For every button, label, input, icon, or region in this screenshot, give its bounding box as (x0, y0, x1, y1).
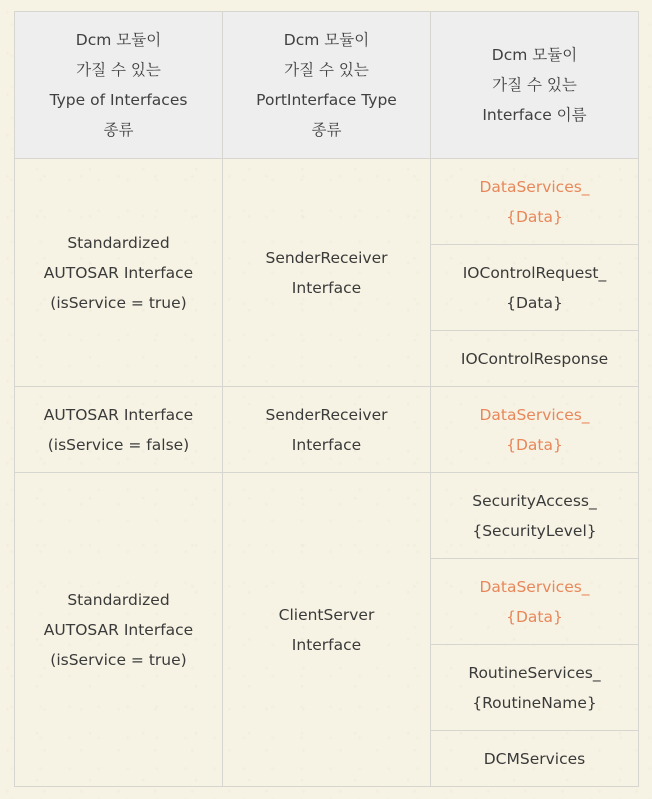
header-interface-name (431, 12, 639, 159)
header-line: PortInterface Type (256, 91, 397, 109)
cell-line: IOControlRequest_ (462, 263, 607, 282)
port-interface-type-cell (223, 473, 431, 787)
interface-name-cell (431, 387, 639, 473)
header-row (15, 12, 639, 159)
cell-line: DataServices_ (479, 577, 590, 596)
header-line: 종류 (311, 121, 342, 139)
cell-line: DataServices_ (479, 405, 590, 424)
header-line: Dcm 모듈이 (283, 31, 370, 49)
cell-line: {Data} (506, 435, 563, 454)
cell-line: (isService = true) (50, 650, 187, 669)
cell-line: Interface (291, 635, 362, 654)
header-line: Dcm 모듈이 (491, 46, 578, 64)
interfaces-table (14, 11, 639, 787)
port-interface-type-cell (223, 387, 431, 473)
header-line: 종류 (103, 121, 134, 139)
cell-line: SenderReceiver (265, 248, 388, 267)
header-line: 가질 수 있는 (492, 76, 577, 94)
header-line: Dcm 모듈이 (75, 31, 162, 49)
interface-name-cell (431, 331, 639, 387)
cell-line: AUTOSAR Interface (43, 620, 194, 639)
header-line: Type of Interfaces (49, 91, 188, 109)
cell-line: {SecurityLevel} (472, 521, 597, 540)
header-type-of-interfaces (15, 12, 223, 159)
header-line: 가질 수 있는 (76, 61, 161, 79)
port-interface-type-cell (223, 159, 431, 387)
cell-line: SecurityAccess_ (472, 491, 597, 510)
cell-line: AUTOSAR Interface (43, 405, 194, 424)
cell-line: Interface (291, 435, 362, 454)
interface-name-cell (431, 473, 639, 559)
cell-line: IOControlResponse (460, 349, 609, 368)
cell-line: (isService = true) (50, 293, 187, 312)
type-of-interface-cell (15, 159, 223, 387)
cell-line: {Data} (506, 207, 563, 226)
interface-name-cell (431, 645, 639, 731)
cell-line: {RoutineName} (472, 693, 597, 712)
interface-name-cell (431, 159, 639, 245)
header-line: Interface 이름 (482, 106, 587, 124)
cell-line: SenderReceiver (265, 405, 388, 424)
cell-line: {Data} (506, 293, 563, 312)
cell-line: Interface (291, 278, 362, 297)
cell-line: DCMServices (483, 749, 586, 768)
type-of-interface-cell (15, 473, 223, 787)
cell-line: (isService = false) (47, 435, 190, 454)
cell-line: Standardized (67, 233, 170, 252)
type-of-interface-cell (15, 387, 223, 473)
cell-line: Standardized (67, 590, 170, 609)
table-row (15, 473, 639, 559)
cell-line: ClientServer (278, 605, 375, 624)
cell-line: AUTOSAR Interface (43, 263, 194, 282)
cell-line: RoutineServices_ (468, 663, 601, 682)
header-line: 가질 수 있는 (284, 61, 369, 79)
interface-name-cell (431, 559, 639, 645)
header-port-interface-type (223, 12, 431, 159)
table-row (15, 159, 639, 245)
cell-line: {Data} (506, 607, 563, 626)
interface-name-cell (431, 731, 639, 787)
table-row (15, 387, 639, 473)
cell-line: DataServices_ (479, 177, 590, 196)
interface-name-cell (431, 245, 639, 331)
